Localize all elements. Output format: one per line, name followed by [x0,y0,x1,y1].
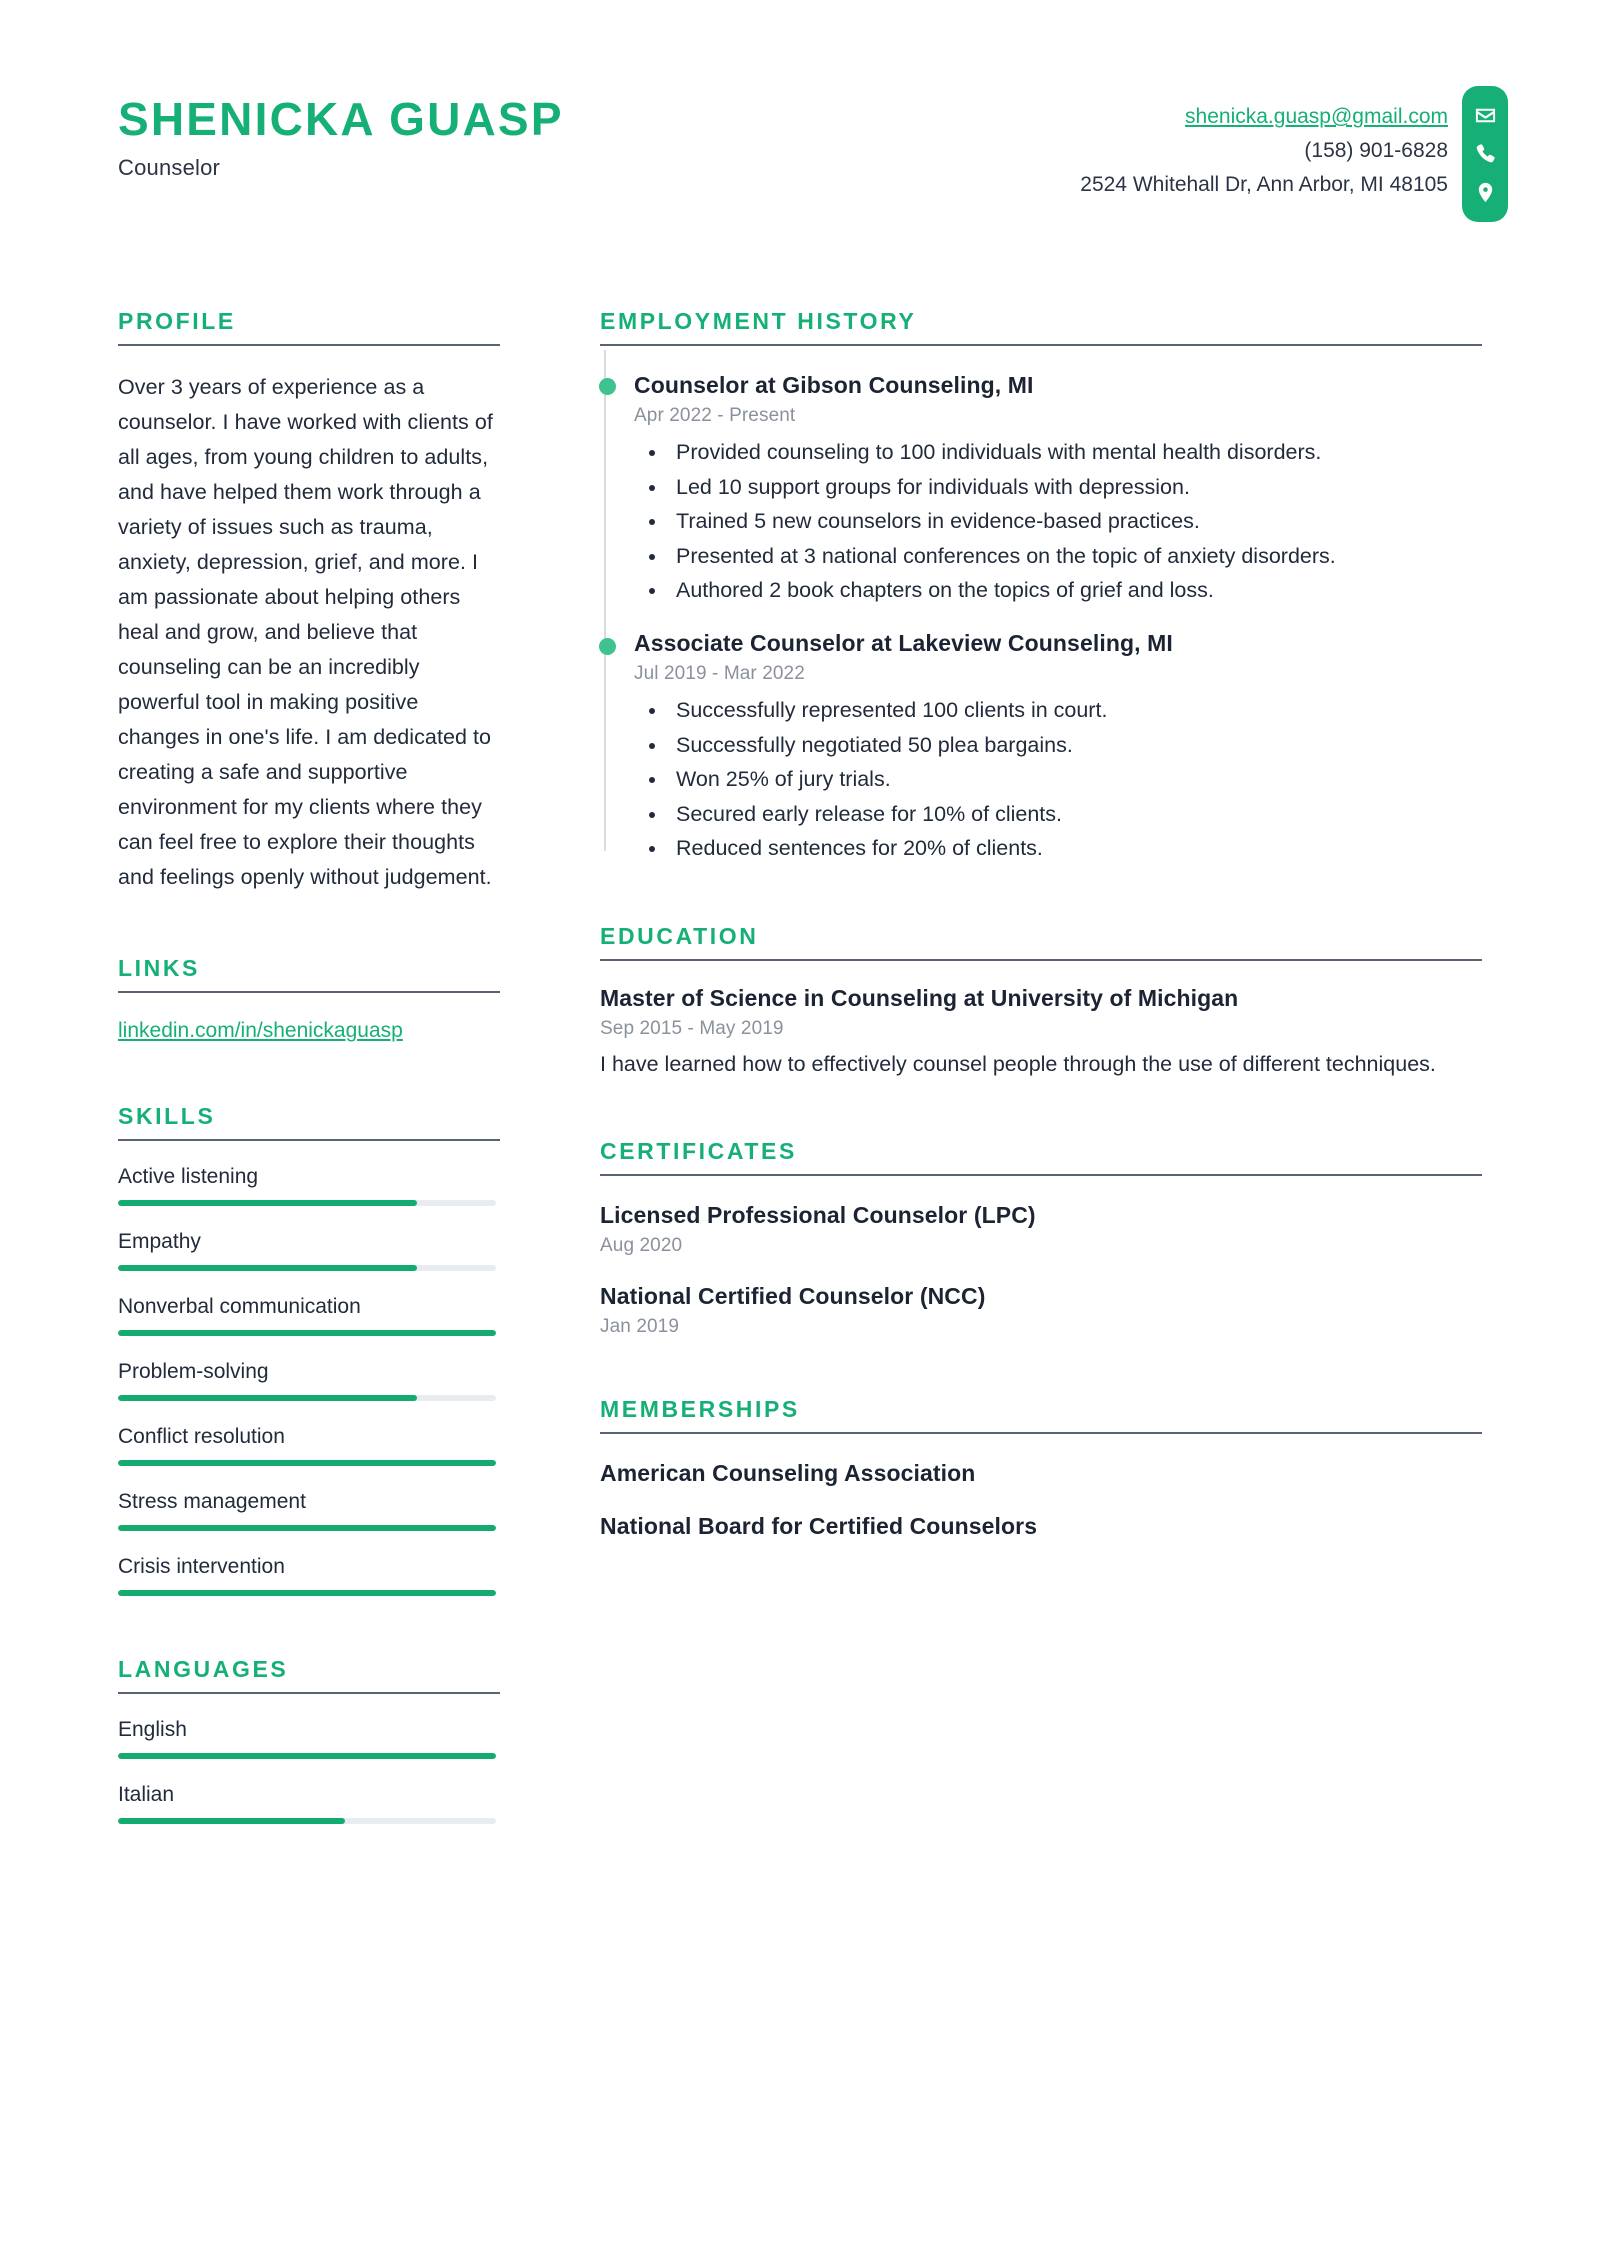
section-rule [118,1139,500,1141]
list-item: • Provided counseling to 100 individuals with mental health disorders. [668,437,1482,469]
list-item: • Won 25% of jury trials. [668,764,1482,796]
progress-fill [118,1753,496,1759]
section-title-education: EDUCATION [600,922,759,949]
section-certificates [600,1138,1482,1338]
map-pin-icon [1474,181,1497,204]
bar-label: Italian [118,1783,175,1807]
phone-icon [1474,142,1497,165]
list-item [118,1718,500,1759]
list-item [118,1425,500,1466]
section-title-employment: EMPLOYMENT HISTORY [600,308,917,334]
bar-label: English [118,1718,187,1742]
section-title-profile: PROFILE [118,308,236,334]
entry-date: Sep 2015 - May 2019 [600,1017,784,1039]
progress-track [118,1753,496,1759]
list-item: • Successfully represented 100 clients in court. [668,695,1482,727]
section-title-languages: LANGUAGES [118,1656,289,1683]
list-item [118,1360,500,1401]
job-title: Counselor [118,154,221,180]
progress-track [118,1590,496,1596]
entry-bullets [634,437,1482,607]
list-item [118,1165,500,1206]
section-title-links: LINKS [118,955,200,982]
memberships-list [600,1460,1482,1540]
list-item: • Authored 2 book chapters on the topics of grief and loss. [668,575,1482,607]
languages-list [118,1718,500,1824]
list-item: • Led 10 support groups for individuals with depression. [668,472,1482,504]
progress-track [118,1460,496,1466]
entry-date: Aug 2020 [600,1235,683,1257]
progress-track [118,1265,496,1271]
resume-header [0,0,1600,250]
certificate-entry [600,1283,1482,1338]
page-title: SHENICKA GUASP [118,93,564,145]
list-item [118,1783,500,1824]
section-education [600,923,1482,1080]
list-item: • Secured early release for 10% of clients. [668,799,1482,831]
employment-entry [634,350,1482,607]
section-rule [118,991,500,993]
entry-date: Jul 2019 - Mar 2022 [634,662,805,684]
sidebar-column [118,250,500,1824]
section-title-memberships: MEMBERSHIPS [600,1396,800,1423]
list-item [118,1555,500,1596]
entry-title: National Board for Certified Counselors [600,1513,1038,1540]
progress-fill [118,1395,417,1401]
section-rule [600,1432,1482,1434]
skills-list [118,1165,500,1596]
certificates-list [600,1202,1482,1338]
bar-label: Conflict resolution [118,1425,285,1449]
timeline-dot-icon [599,638,616,655]
entry-title: American Counseling Association [600,1460,976,1487]
entry-title: Licensed Professional Counselor (LPC) [600,1202,1036,1229]
certificate-entry [600,1202,1482,1257]
section-title-skills: SKILLS [118,1103,216,1130]
section-rule [600,344,1482,346]
list-item [118,1490,500,1531]
list-item: • Successfully negotiated 50 plea bargains. [668,730,1482,762]
progress-track [118,1200,496,1206]
progress-track [118,1395,496,1401]
entry-date: Apr 2022 - Present [634,405,796,426]
employment-entry [634,610,1482,865]
section-rule [118,344,500,346]
contact-email[interactable]: shenicka.guasp@gmail.com [1185,105,1448,128]
progress-fill [118,1590,496,1596]
progress-fill [118,1200,417,1206]
entry-bullets [634,695,1482,865]
progress-fill [118,1460,496,1466]
section-employment [600,308,1482,865]
entry-description: I have learned how to effectively counsel people through the use of different techniques. [600,1051,1436,1076]
bar-label: Problem-solving [118,1360,269,1384]
education-list [600,985,1482,1080]
contact-icon-tab [1462,86,1508,222]
resume-body [0,250,1600,1824]
section-links [118,955,500,1043]
list-item[interactable] [118,1019,500,1043]
progress-track [118,1525,496,1531]
list-item: • Reduced sentences for 20% of clients. [668,833,1482,865]
list-item: • Trained 5 new counselors in evidence-based practices. [668,506,1482,538]
section-rule [118,1692,500,1694]
section-rule [600,959,1482,961]
bar-label: Empathy [118,1230,201,1254]
section-memberships [600,1396,1482,1540]
contact-block [1080,100,1448,202]
entry-title: National Certified Counselor (NCC) [600,1283,986,1310]
bar-label: Nonverbal communication [118,1295,361,1319]
contact-address: 2524 Whitehall Dr, Ann Arbor, MI 48105 [1080,173,1448,197]
section-rule [600,1174,1482,1176]
envelope-icon [1474,104,1497,127]
membership-entry [600,1513,1482,1540]
profile-text: Over 3 years of experience as a counselor. I have worked with clients of all ages, from young children to adults, and have helped them work through a variety of issues such as trauma, anxiety, depression, grief, and more. I am passionate about helping others heal and grow, and believe that counseling can be an incredibly powerful tool in making positive changes in one's life. I am dedicated to creating a safe and supportive environment for my clients where they can feel free to explore their thoughts and feelings openly without judgement. [118,375,493,890]
progress-fill [118,1525,496,1531]
list-item [118,1295,500,1336]
section-profile [118,308,500,895]
list-item: • Presented at 3 national conferences on the topic of anxiety disorders. [668,541,1482,573]
section-skills [118,1103,500,1596]
list-item [118,1230,500,1271]
identity-block [118,95,564,181]
progress-fill [118,1818,345,1824]
progress-fill [118,1265,417,1271]
membership-entry [600,1460,1482,1487]
timeline-dot-icon [599,378,616,395]
entry-title: Master of Science in Counseling at University of Michigan [600,984,1239,1011]
entry-title: Associate Counselor at Lakeview Counseling, MI [634,629,1173,656]
main-column [600,250,1482,1540]
link-linkedin[interactable]: linkedin.com/in/shenickaguasp [118,1019,403,1043]
section-title-certificates: CERTIFICATES [600,1138,797,1165]
education-entry [600,985,1482,1080]
bar-label: Crisis intervention [118,1555,285,1579]
progress-fill [118,1330,496,1336]
bar-label: Active listening [118,1165,259,1189]
entry-date: Jan 2019 [600,1316,679,1338]
entry-title: Counselor at Gibson Counseling, MI [634,372,1034,398]
contact-phone: (158) 901-6828 [1304,139,1448,163]
progress-track [118,1330,496,1336]
progress-track [118,1818,496,1824]
bar-label: Stress management [118,1490,306,1514]
section-languages [118,1656,500,1824]
employment-timeline [600,350,1482,865]
